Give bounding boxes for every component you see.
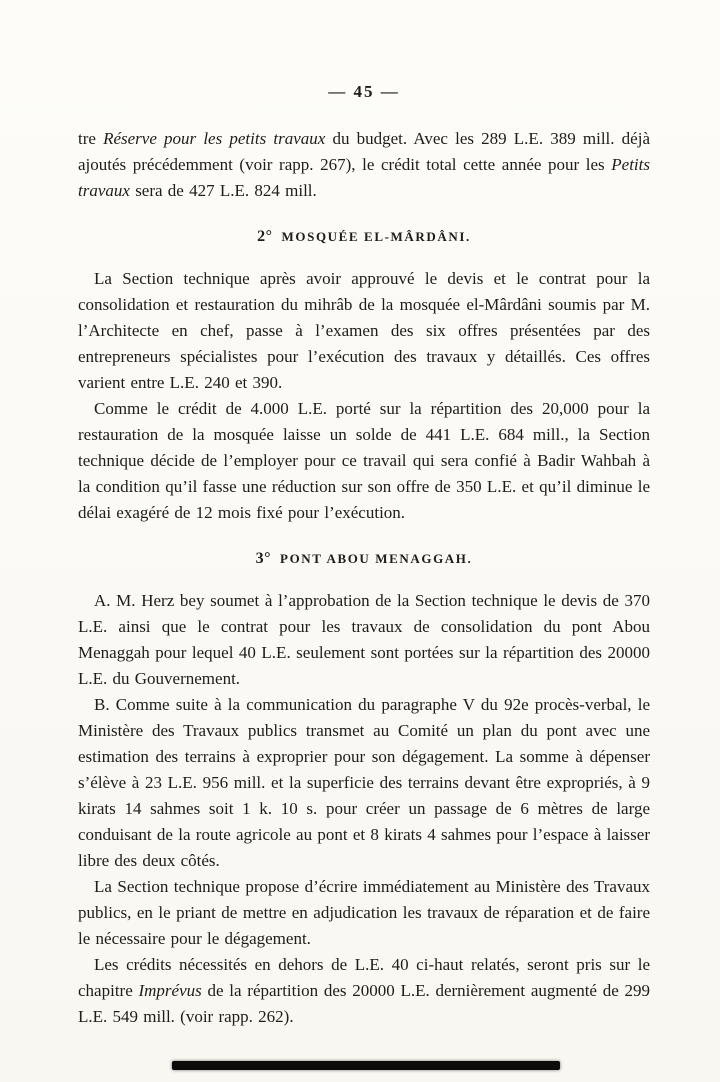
- section-heading-mosquee-el-mardani: [78, 228, 650, 246]
- text-run: sera de 427 L.E. 824 mill.: [129, 181, 317, 200]
- scan-edge-artifact: [172, 1061, 560, 1070]
- paragraph-credits-imprevus: [78, 952, 650, 1030]
- text-run: de la répartition des 20000 L.E. dernièrement augmenté de 299 L.E. 549 mill. (voir rapp. 262).: [78, 981, 650, 1026]
- section-number: 3°: [255, 550, 272, 567]
- paragraph-credit-badir-wahbah: Comme le crédit de 4.000 L.E. porté sur la répartition des 20,000 pour la restauration de la mosquée laisse un solde de 441 L.E. 684 mill., la Section technique décide de l’employer pour ce travail qui sera confié à Badir Wahbah à la condition qu’il fasse une réduction sur son offre de 350 L.E. et qu’il diminue le délai exagéré de 12 mois fixé pour l’exécution.: [78, 399, 650, 522]
- italic-run-reserve-petits-travaux: Réserve pour les petits travaux: [103, 129, 326, 148]
- paragraph-section-technique-offres: La Section technique après avoir approuvé le devis et le contrat pour la consolidation et restauration du mihrâb de la mosquée el-Mârdâni soumis par M. l’Architecte en chef, passe à l’examen des six offres présentées par des entrepreneurs spécialistes pour l’exécution des travaux y détaillés. Ces offres varient entre L.E. 240 et 390.: [78, 269, 650, 392]
- paragraph-budget-continuation: [78, 126, 650, 204]
- text-run: tre: [78, 129, 104, 148]
- section-number: 2°: [257, 228, 273, 245]
- text-run: du budget. Avec les 289 L.E. 389 mill. déjà ajoutés précédemment (voir rapp. 267), le crédit total cette année pour les: [78, 129, 650, 174]
- paragraph-proposition-adjudication: La Section technique propose d’écrire immédiatement au Ministère des Travaux publics, en le priant de mettre en adjudication les travaux de réparation et de faire le nécessaire pour le dégagement.: [78, 877, 650, 948]
- paragraph-herz-bey-devis: A. M. Herz bey soumet à l’approbation de la Section technique le devis de 370 L.E. ainsi que le contrat pour les travaux de consolidation du pont Abou Menaggah pour lequel 40 L.E. seulement sont portées sur la répartition des 20000 L.E. du Gouvernement.: [78, 591, 650, 688]
- italic-run-petits-travaux: Petits travaux: [78, 155, 650, 200]
- section-title: PONT ABOU MENAGGAH.: [280, 551, 473, 566]
- section-heading-pont-abou-menaggah: [78, 550, 650, 568]
- text-run: Les crédits nécessités en dehors de L.E. 40 ci-haut relatés, seront pris sur le chapitre: [78, 955, 650, 1000]
- section-title: MOSQUÉE EL-MÂRDÂNI.: [281, 229, 471, 244]
- page-number: — 45 —: [328, 82, 400, 101]
- paragraph-ministere-plan-pont: B. Comme suite à la communication du paragraphe V du 92e procès-verbal, le Ministère des Travaux publics transmet au Comité un plan du pont avec une estimation des terrains à exproprier pour son dégagement. La somme à dépenser s’élève à 23 L.E. 956 mill. et la superficie des terrains devant être expropriés, à 9 kirats 14 sahmes soit 1 k. 10 s. pour créer un passage de 6 mètres de large conduisant de la route agricole au pont et 8 kirats 4 sahmes pour l’espace à laisser libre des deux côtés.: [78, 695, 650, 870]
- italic-run-imprevus: Imprévus: [138, 981, 202, 1000]
